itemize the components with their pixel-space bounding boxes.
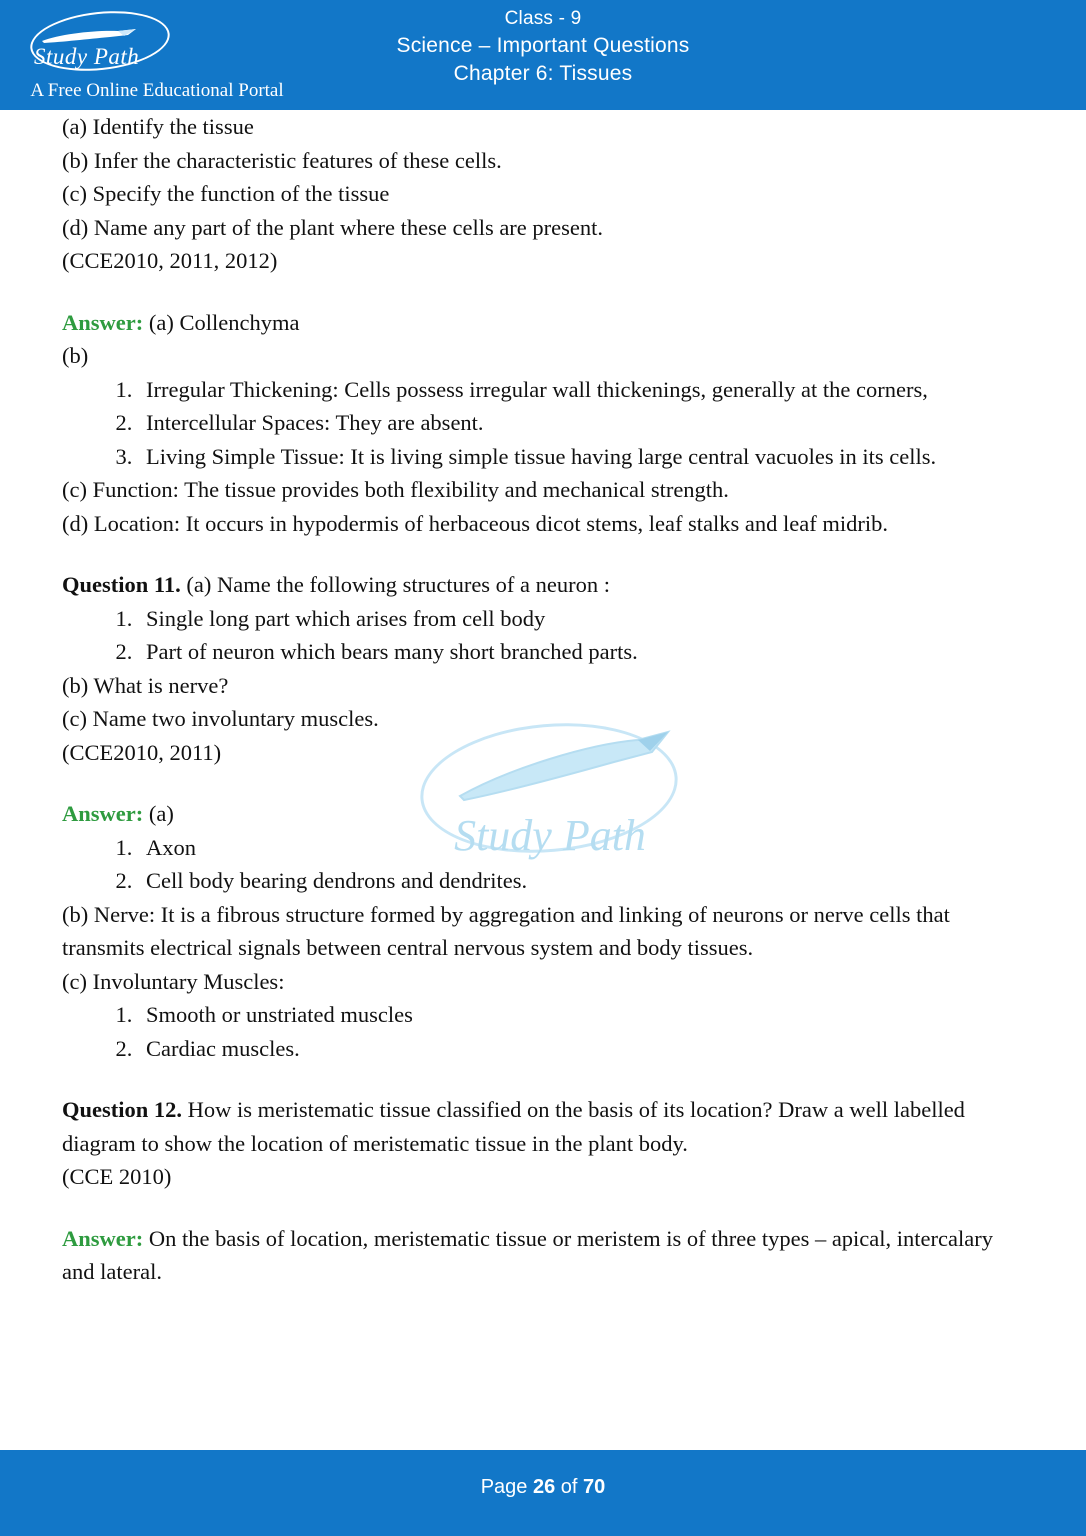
question-12 xyxy=(62,1093,1024,1160)
answer-10-b-label: (b) xyxy=(62,343,89,369)
header-class-line: Class - 9 xyxy=(504,8,582,29)
question-part-a: (a) Identify the tissue xyxy=(62,114,254,139)
page-header xyxy=(0,0,1086,110)
header-chapter-line: Chapter 6: Tissues xyxy=(453,61,633,85)
question-part-c: (c) Specify the function of the tissue xyxy=(62,181,390,207)
answer-10-intro xyxy=(62,306,1024,340)
question-part-d: (d) Name any part of the plant where these cells are present. xyxy=(62,214,604,240)
header-subject-line: Science – Important Questions xyxy=(396,33,690,57)
question-11-label: Question 11. xyxy=(62,572,181,598)
question-12-label: Question 12. xyxy=(62,1097,183,1123)
list-item: 2. Cell body bearing dendrons and dendrites. xyxy=(138,864,1024,898)
list-item: 1. Axon xyxy=(138,831,1024,865)
spacer xyxy=(62,1065,1024,1093)
page-prefix: Page xyxy=(480,1476,533,1498)
question-11 xyxy=(62,568,1024,602)
answer-label: Answer: xyxy=(62,801,144,827)
list-item: 2. Intercellular Spaces: They are absent. xyxy=(138,406,1024,440)
answer-12-text: On the basis of location, meristematic tissue or meristem is of three types – apical, intercalary and lateral. xyxy=(62,1225,993,1285)
answer-12 xyxy=(62,1222,1024,1289)
logo-tagline: A Free Online Educational Portal xyxy=(30,80,284,101)
logo-name: Study Path xyxy=(34,44,140,69)
spacer xyxy=(62,769,1024,797)
list-item: 2. Cardiac muscles. xyxy=(138,1032,1024,1066)
answer-11-part-b: (b) Nerve: It is a fibrous structure formed by aggregation and linking of neurons or nerve cells that transmits electrical signals between central nervous system and body tissues. xyxy=(62,901,950,961)
answer-10-c: (c) Function: The tissue provides both flexibility and mechanical strength. xyxy=(62,477,729,503)
question-11-list xyxy=(62,602,1024,669)
answer-10-b-list xyxy=(62,373,1024,474)
question-12-cce-reference: (CCE 2010) xyxy=(62,1164,172,1190)
list-item: 2. Part of neuron which bears many short branched parts. xyxy=(138,635,1024,669)
answer-label: Answer: xyxy=(62,309,144,335)
page-number-text xyxy=(0,1476,1086,1499)
page-content xyxy=(62,110,1024,1289)
answer-11-intro-text: (a) xyxy=(143,801,174,827)
answer-11-c-list xyxy=(62,998,1024,1065)
spacer xyxy=(62,540,1024,568)
answer-11-intro xyxy=(62,797,1024,831)
question-cce-reference: (CCE2010, 2011, 2012) xyxy=(62,248,278,274)
question-11-text: (a) Name the following structures of a neuron : xyxy=(180,572,611,598)
question-12-text: How is meristematic tissue classified on the basis of its location? Draw a well labelled diagram to show the location of meristematic tissue in the plant body. xyxy=(62,1097,965,1156)
question-part-b: (b) Infer the characteristic features of these cells. xyxy=(62,147,502,173)
answer-10-intro-text: (a) Collenchyma xyxy=(143,309,300,335)
answer-10-d: (d) Location: It occurs in hypodermis of herbaceous dicot stems, leaf stalks and leaf midrib. xyxy=(62,510,889,536)
question-11-part-b: (b) What is nerve? xyxy=(62,672,229,698)
answer-label: Answer: xyxy=(62,1225,144,1251)
watermark-text: Study Path xyxy=(454,811,646,860)
answer-11-part-c: (c) Involuntary Muscles: xyxy=(62,968,285,994)
page-number: 26 xyxy=(532,1476,556,1498)
list-item: 1. Single long part which arises from cell body xyxy=(138,602,1024,636)
answer-11-list xyxy=(62,831,1024,898)
page-total: 70 xyxy=(583,1476,606,1498)
spacer xyxy=(62,278,1024,306)
list-item: 1. Irregular Thickening: Cells possess irregular wall thickenings, generally at the corners, xyxy=(138,373,1024,407)
question-11-part-c: (c) Name two involuntary muscles. xyxy=(62,706,379,732)
header-title-block xyxy=(0,6,1086,88)
page-footer xyxy=(0,1450,1086,1536)
spacer xyxy=(62,1194,1024,1222)
list-item: 3. Living Simple Tissue: It is living simple tissue having large central vacuoles in its cells. xyxy=(138,440,1024,474)
question-11-cce-reference: (CCE2010, 2011) xyxy=(62,739,222,765)
page-mid: of xyxy=(555,1476,584,1498)
list-item: 1. Smooth or unstriated muscles xyxy=(138,998,1024,1032)
